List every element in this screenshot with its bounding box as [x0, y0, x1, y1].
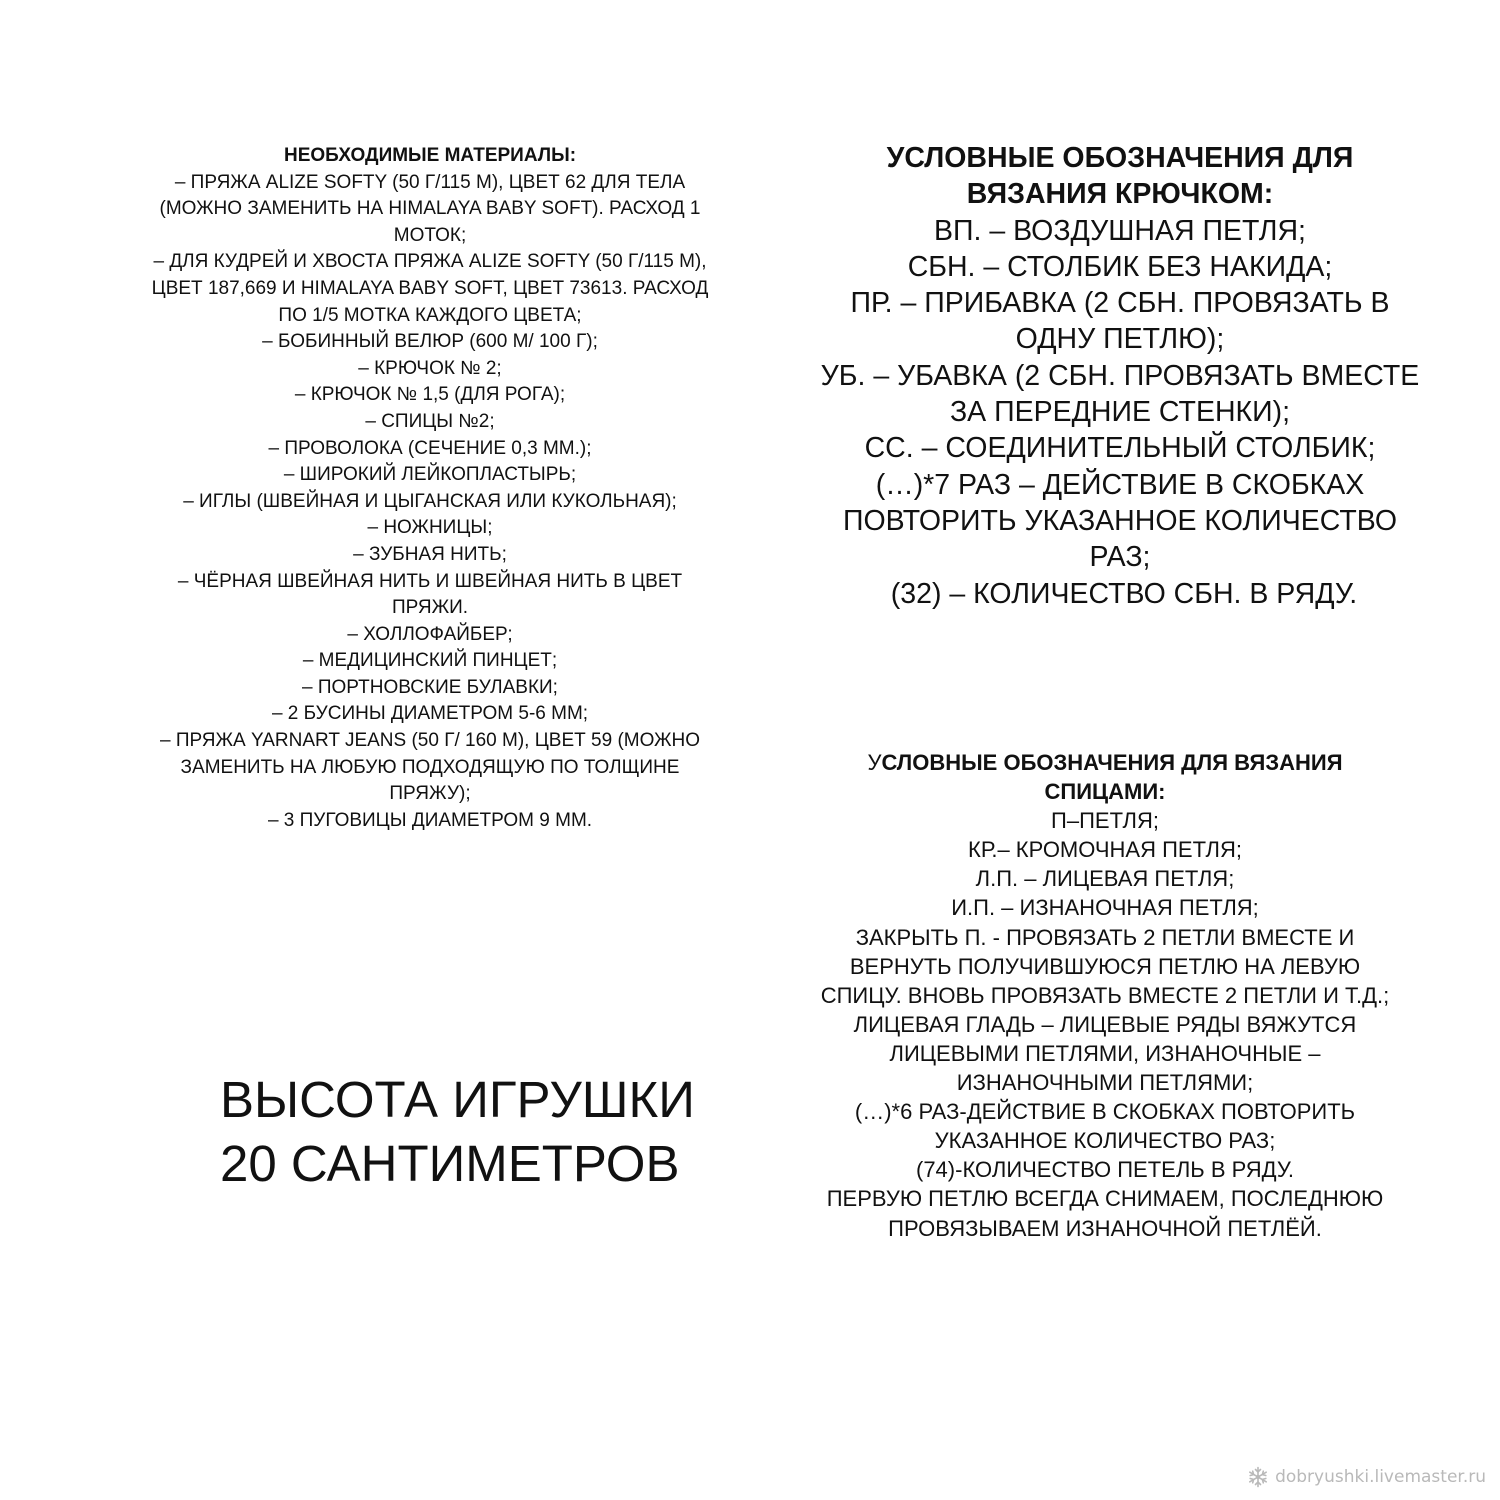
materials-line: (МОЖНО ЗАМЕНИТЬ НА HIMALAYA BABY SOFT). РАСХОД 1	[159, 198, 701, 220]
knitting-legend-line: ПРОВЯЗЫВАЕМ ИЗНАНОЧНОЙ ПЕТЛЁЙ.	[888, 1215, 1322, 1241]
knitting-legend-line: ПЕРВУЮ ПЕТЛЮ ВСЕГДА СНИМАЕМ, ПОСЛЕДНЮЮ	[826, 1186, 1384, 1212]
materials-line: – СПИЦЫ №2;	[365, 410, 495, 432]
materials-line: – БОБИННЫЙ ВЕЛЮР (600 М/ 100 Г);	[262, 331, 598, 353]
materials-line: – НОЖНИЦЫ;	[367, 517, 493, 539]
materials-line: – ПРЯЖА ALIZE SOFTY (50 Г/115 М), ЦВЕТ 62 ДЛЯ ТЕЛА	[174, 171, 686, 193]
knitting-title	[790, 748, 1420, 777]
materials-line: – ДЛЯ КУДРЕЙ И ХВОСТА ПРЯЖА ALIZE SOFTY (50 Г/115 М),	[153, 251, 707, 273]
materials-line: – КРЮЧОК № 2;	[358, 357, 502, 379]
toy-height-line: ВЫСОТА ИГРУШКИ	[220, 1071, 695, 1128]
materials-title: НЕОБХОДИМЫЕ МАТЕРИАЛЫ:	[283, 145, 577, 166]
knitting-legend-line: УКАЗАННОЕ КОЛИЧЕСТВО РАЗ;	[934, 1128, 1276, 1154]
crochet-legend-line: ЗА ПЕРЕДНИЕ СТЕНКИ);	[949, 396, 1291, 429]
materials-line: – МЕДИЦИНСКИЙ ПИНЦЕТ;	[302, 650, 558, 672]
crochet-legend-line: СС. – СОЕДИНИТЕЛЬНЫЙ СТОЛБИК;	[864, 432, 1376, 465]
materials-line: ЗАМЕНИТЬ НА ЛЮБУЮ ПОДХОДЯЩУЮ ПО ТОЛЩИНЕ	[180, 756, 680, 778]
knitting-legend-line: КР.– КРОМОЧНАЯ ПЕТЛЯ;	[968, 837, 1242, 863]
knitting-legend-line: ИЗНАНОЧНЫМИ ПЕТЛЯМИ;	[956, 1070, 1254, 1096]
knitting-legend-section	[790, 748, 1420, 1243]
materials-line: – ПРЯЖА YARNART JEANS (50 Г/ 160 М), ЦВЕТ 59 (МОЖНО	[160, 730, 700, 752]
knitting-legend-line: ЛИЦЕВАЯ ГЛАДЬ – ЛИЦЕВЫЕ РЯДЫ ВЯЖУТСЯ	[853, 1011, 1357, 1037]
materials-line: ПРЯЖИ.	[391, 597, 469, 619]
knitting-legend-line: (74)-КОЛИЧЕСТВО ПЕТЕЛЬ В РЯДУ.	[916, 1157, 1294, 1183]
watermark	[1247, 1466, 1486, 1488]
knitting-legend-line: ЛИЦЕВЫМИ ПЕТЛЯМИ, ИЗНАНОЧНЫЕ –	[889, 1040, 1321, 1066]
knitting-legend-line: ВЕРНУТЬ ПОЛУЧИВШУЮСЯ ПЕТЛЮ НА ЛЕВУЮ	[849, 953, 1361, 979]
materials-line: – ПОРТНОВСКИЕ БУЛАВКИ;	[302, 676, 558, 698]
watermark-text: dobryushki.livemaster.ru	[1275, 1467, 1486, 1487]
materials-line: МОТОК;	[393, 224, 467, 246]
materials-line: ПО 1/5 МОТКА КАЖДОГО ЦВЕТА;	[278, 304, 582, 326]
crochet-legend-line: СБН. – СТОЛБИК БЕЗ НАКИДА;	[907, 250, 1333, 283]
knitting-legend-line: И.П. – ИЗНАНОЧНАЯ ПЕТЛЯ;	[951, 895, 1259, 921]
crochet-legend-line: ПР. – ПРИБАВКА (2 СБН. ПРОВЯЗАТЬ В	[850, 287, 1390, 320]
crochet-legend-line: УБ. – УБАВКА (2 СБН. ПРОВЯЗАТЬ ВМЕСТЕ	[820, 359, 1420, 392]
knitting-legend-line: СПИЦУ. ВНОВЬ ПРОВЯЗАТЬ ВМЕСТЕ 2 ПЕТЛИ И Т.Д.;	[820, 982, 1390, 1008]
materials-line: – КРЮЧОК № 1,5 (ДЛЯ РОГА);	[294, 384, 566, 406]
crochet-legend-line: РАЗ;	[1089, 541, 1151, 574]
materials-line: – 2 БУСИНЫ ДИАМЕТРОМ 5-6 ММ;	[271, 703, 589, 725]
crochet-legend-section	[800, 140, 1440, 612]
crochet-title-line: ВЯЗАНИЯ КРЮЧКОМ:	[966, 178, 1274, 211]
materials-line: – ХОЛЛОФАЙБЕР;	[347, 623, 513, 645]
toy-height-line: 20 САНТИМЕТРОВ	[220, 1135, 680, 1192]
crochet-legend-line: ОДНУ ПЕТЛЮ);	[1015, 323, 1225, 356]
materials-line: – ПРОВОЛОКА (СЕЧЕНИЕ 0,3 ММ.);	[268, 437, 592, 459]
snowflake-icon	[1247, 1466, 1269, 1488]
materials-line: – ЧЁРНАЯ ШВЕЙНАЯ НИТЬ И ШВЕЙНАЯ НИТЬ В ЦВЕТ	[177, 570, 683, 592]
materials-line: – ШИРОКИЙ ЛЕЙКОПЛАСТЫРЬ;	[283, 464, 577, 486]
knitting-legend-line: П–ПЕТЛЯ;	[1051, 808, 1159, 834]
materials-line: – 3 ПУГОВИЦЫ ДИАМЕТРОМ 9 ММ.	[267, 809, 593, 831]
materials-line: ЦВЕТ 187,669 И HIMALAYA BABY SOFT, ЦВЕТ 73613. РАСХОД	[151, 277, 709, 299]
materials-line: – ИГЛЫ (ШВЕЙНАЯ И ЦЫГАНСКАЯ ИЛИ КУКОЛЬНАЯ);	[183, 490, 677, 512]
crochet-legend-line: ВП. – ВОЗДУШНАЯ ПЕТЛЯ;	[934, 214, 1306, 247]
toy-height-section	[220, 1068, 780, 1196]
crochet-legend-line: ПОВТОРИТЬ УКАЗАННОЕ КОЛИЧЕСТВО	[842, 504, 1398, 537]
materials-line: ПРЯЖУ);	[389, 783, 471, 805]
crochet-legend-line: (32) – КОЛИЧЕСТВО СБН. В РЯДУ.	[882, 577, 1358, 610]
crochet-title-line: УСЛОВНЫЕ ОБОЗНАЧЕНИЯ ДЛЯ	[886, 142, 1354, 174]
crochet-legend-line: (…)*7 РАЗ – ДЕЙСТВИЕ В СКОБКАХ	[875, 468, 1365, 501]
knitting-legend-line: (…)*6 РАЗ-ДЕЙСТВИЕ В СКОБКАХ ПОВТОРИТЬ	[854, 1099, 1356, 1125]
knitting-legend-line: ЗАКРЫТЬ П. - ПРОВЯЗАТЬ 2 ПЕТЛИ ВМЕСТЕ И	[855, 924, 1355, 950]
knitting-title-first-letter: У	[867, 750, 882, 775]
materials-line: – ЗУБНАЯ НИТЬ;	[353, 543, 507, 565]
knitting-legend-line: Л.П. – ЛИЦЕВАЯ ПЕТЛЯ;	[975, 866, 1235, 892]
knitting-title-rest: СЛОВНЫЕ ОБОЗНАЧЕНИЯ ДЛЯ ВЯЗАНИЯ	[881, 750, 1343, 775]
materials-section	[120, 143, 740, 834]
knitting-title-line2: СПИЦАМИ:	[1044, 779, 1166, 805]
